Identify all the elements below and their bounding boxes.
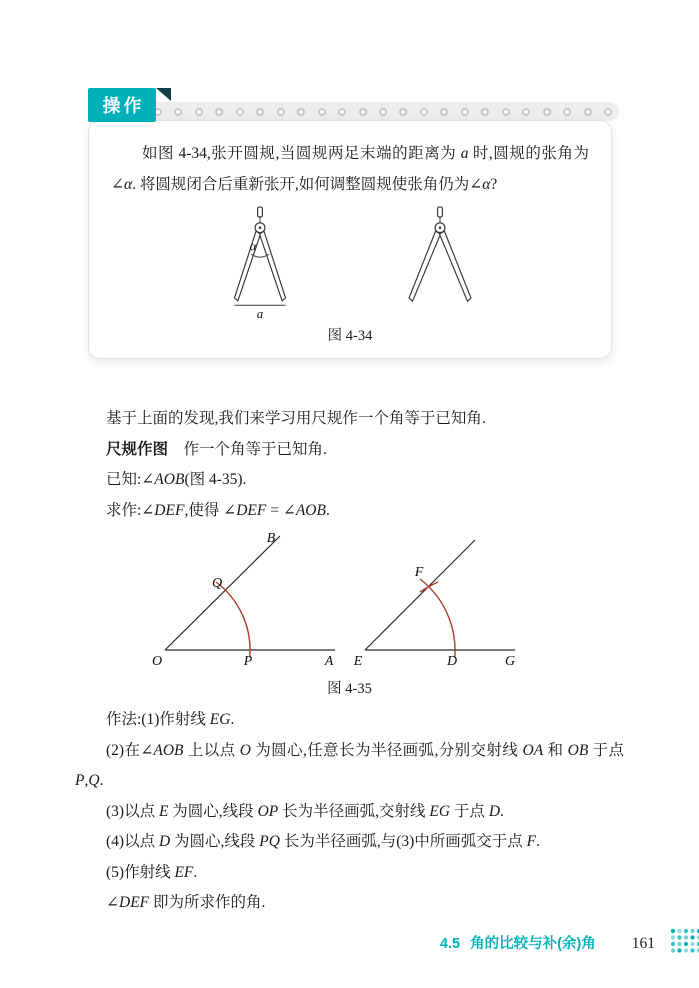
figure-4-34	[111, 206, 589, 324]
perforation-strip	[147, 102, 619, 121]
point-label-G: G	[504, 654, 515, 669]
footer-page-number: 161	[631, 935, 655, 952]
construction-conclusion: ∠DEF 即为所求作的角.	[106, 894, 266, 911]
point-label-D: D	[446, 654, 457, 669]
construction-step-1: 作法:(1)作射线 EG.	[106, 711, 235, 728]
activity-card-body	[88, 120, 612, 359]
badge-fold-icon	[156, 88, 171, 101]
point-label-F: F	[414, 565, 423, 580]
point-label-P: P	[243, 654, 252, 669]
footer-section-title: 角的比较与补(余)角	[470, 936, 596, 952]
compass-illustration-right	[386, 206, 494, 324]
figure-4-34-caption: 图 4-34	[327, 328, 373, 344]
activity-card	[75, 88, 624, 359]
point-label-O: O	[151, 654, 162, 669]
goal-line: 求作:∠DEF,使得 ∠DEF = ∠AOB.	[106, 501, 330, 519]
point-label-E: E	[353, 654, 362, 669]
footer-text	[440, 932, 655, 953]
point-label-Q: Q	[211, 576, 222, 591]
dots-pattern-icon	[669, 927, 699, 955]
page-footer	[0, 929, 699, 963]
point-label-B: B	[266, 531, 275, 546]
lesson-content	[75, 404, 624, 919]
construction-step-4: (4)以点 D 为圆心,线段 PQ 长为半径画弧,与(3)中所画弧交于点 F.	[106, 833, 541, 850]
activity-badge-label: 操作	[102, 96, 145, 116]
construction-step-2: (2)在∠AOB 上以点 O 为圆心,任意长为半径画弧,分别交射线 OA 和 OB 于点 P,Q.	[75, 741, 624, 789]
point-label-A: A	[324, 654, 333, 669]
footer-section	[440, 932, 596, 953]
activity-badge	[88, 88, 156, 122]
figure-4-35-caption: 图 4-35	[327, 681, 372, 697]
angle-alpha-label: α	[249, 239, 257, 254]
angle-construction-diagram	[150, 530, 550, 672]
distance-a-label: a	[256, 307, 264, 322]
construction-step-5: (5)作射线 EF.	[106, 863, 198, 881]
figure-4-35	[75, 530, 624, 677]
known-line: 已知:∠AOB(图 4-35).	[106, 471, 247, 488]
intro-paragraph: 基于上面的发现,我们来学习用尺规作一个角等于已知角.	[106, 410, 486, 427]
activity-question-text: 如图 4-34,张开圆规,当圆规两足末端的距离为 a 时,圆规的张角为∠α. 将圆规闭合后重新张开,如何调整圆规使张角仍为∠α?	[111, 145, 589, 193]
construction-step-3: (3)以点 E 为圆心,线段 OP 长为半径画弧,交射线 EG 于点 D.	[106, 802, 504, 820]
construction-heading-line: 尺规作图 作一个角等于已知角.	[106, 440, 327, 458]
construction-steps	[75, 705, 624, 919]
compass-illustration-left	[206, 206, 314, 324]
footer-section-number: 4.5	[439, 936, 461, 952]
